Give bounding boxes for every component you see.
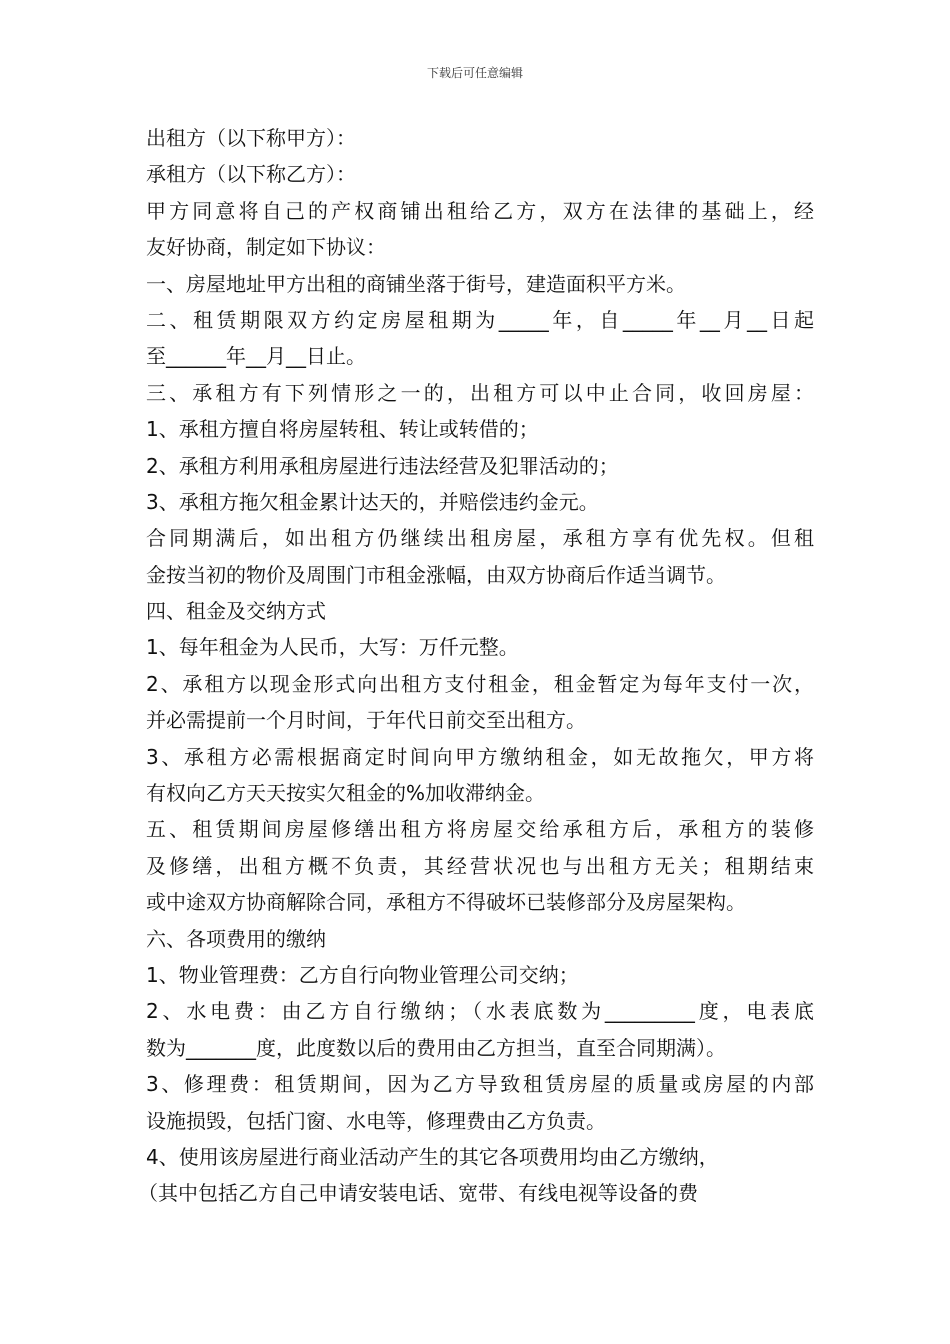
contract-body bbox=[138, 120, 814, 1212]
paragraph-line: 数为_______度，此度数以后的费用由乙方担当，直至合同期满）。 bbox=[146, 1035, 726, 1060]
list-item: 1、物业管理费：乙方自行向物业管理公司交纳； bbox=[146, 962, 579, 987]
paragraph-line: 友好协商，制定如下协议： bbox=[146, 235, 386, 260]
list-item: 1、每年租金为人民币，大写：万仟元整。 bbox=[146, 635, 519, 660]
list-item: 3、承租方必需根据商定时间向甲方缴纳租金，如无故拖欠，甲方将 bbox=[146, 744, 814, 769]
paragraph-line: 并必需提前一个月时间，于年代日前交至出租方。 bbox=[146, 708, 586, 733]
clause-term: 二、租赁期限双方约定房屋租期为_____年，自_____年__月__日起 bbox=[146, 307, 814, 332]
list-item: 1、承租方擅自将房屋转租、转让或转借的； bbox=[146, 417, 539, 442]
clause-lessee: 承租方（以下称乙方）： bbox=[146, 162, 356, 187]
clause-address: 一、房屋地址甲方出租的商铺坐落于街号，建造面积平方米。 bbox=[146, 271, 686, 296]
list-item: 2、承租方以现金形式向出租方支付租金，租金暂定为每年支付一次， bbox=[146, 671, 814, 696]
list-item: 3、承租方拖欠租金累计达天的，并赔偿违约金元。 bbox=[146, 489, 599, 514]
paragraph-line: 或中途双方协商解除合同，承租方不得破坏已装修部分及房屋架构。 bbox=[146, 890, 746, 915]
clause-termination: 三、承租方有下列情形之一的，出租方可以中止合同，收回房屋： bbox=[146, 380, 814, 405]
list-item: 4、使用该房屋进行商业活动产生的其它各项费用均由乙方缴纳， bbox=[146, 1144, 719, 1169]
paragraph-line: 设施损毁，包括门窗、水电等，修理费由乙方负责。 bbox=[146, 1108, 606, 1133]
page-header: 下载后可任意编辑 bbox=[426, 66, 523, 80]
paragraph-line: 甲方同意将自己的产权商铺出租给乙方，双方在法律的基础上，经 bbox=[146, 198, 814, 223]
paragraph-line: 及修缮，出租方概不负责，其经营状况也与出租方无关；租期结束 bbox=[146, 853, 814, 878]
paragraph-line: 至______年__月__日止。 bbox=[146, 344, 366, 369]
list-item: 3、修理费：租赁期间，因为乙方导致租赁房屋的质量或房屋的内部 bbox=[146, 1072, 814, 1097]
paragraph-line: （其中包括乙方自己申请安装电话、宽带、有线电视等设备的费 bbox=[138, 1181, 698, 1206]
paragraph-line: 金按当初的物价及周围门市租金涨幅，由双方协商后作适当调节。 bbox=[146, 562, 726, 587]
clause-lessor: 出租方（以下称甲方）： bbox=[146, 126, 356, 150]
paragraph-line: 合同期满后，如出租方仍继续出租房屋，承租方享有优先权。但租 bbox=[146, 526, 814, 551]
paragraph-line: 有权向乙方天天按实欠租金的%加收滞纳金。 bbox=[146, 781, 546, 806]
list-item: 2、承租方利用承租房屋进行违法经营及犯罪活动的； bbox=[146, 453, 619, 478]
clause-repairs: 五、租赁期间房屋修缮出租方将房屋交给承租方后，承租方的装修 bbox=[146, 817, 814, 842]
section-heading: 六、各项费用的缴纳 bbox=[146, 926, 326, 951]
list-item: 2、水电费：由乙方自行缴纳；（水表底数为_________度，电表底 bbox=[146, 999, 814, 1024]
section-heading: 四、租金及交纳方式 bbox=[146, 599, 326, 624]
